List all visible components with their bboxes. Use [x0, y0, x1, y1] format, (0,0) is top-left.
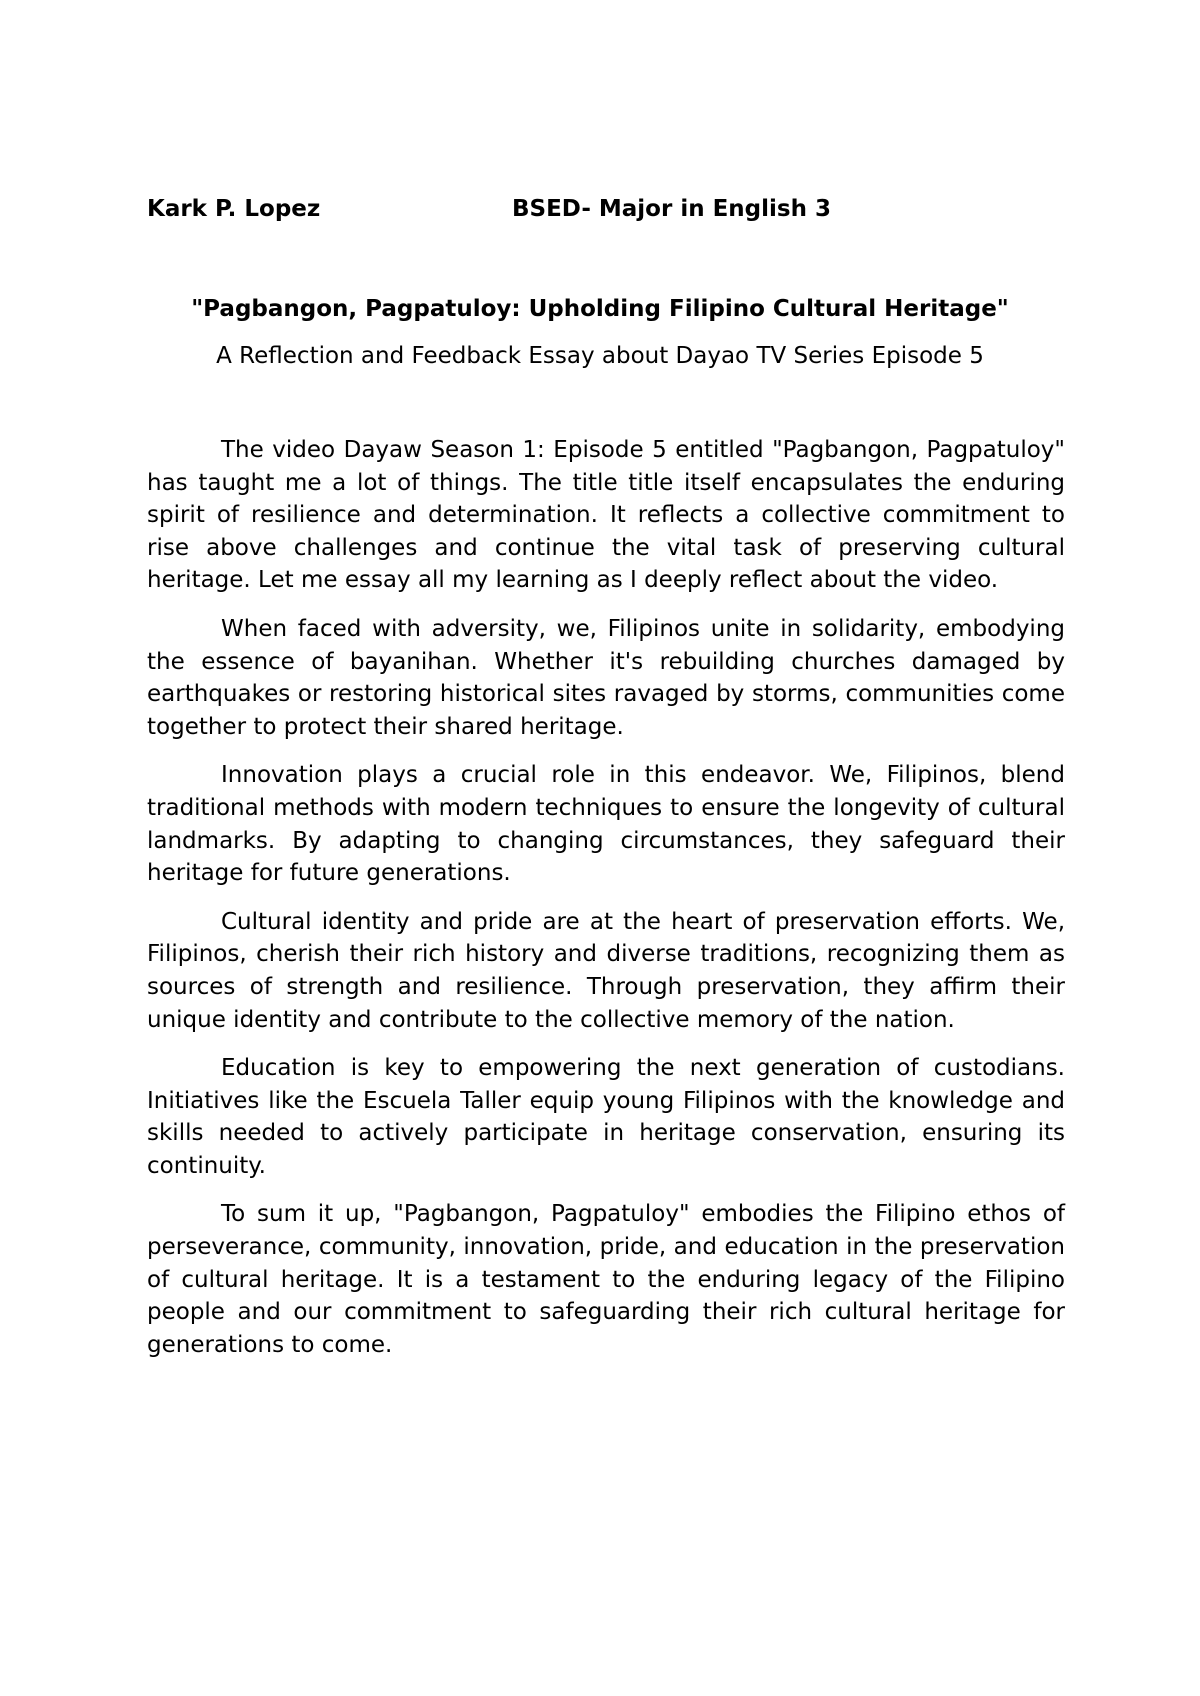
course-label: BSED- Major in English 3 [512, 196, 831, 222]
paragraph-bayanihan: When faced with adversity, we, Filipinos unite in solidarity, embodying the essence of bayanihan. Whether it's rebuilding churches damaged by earthquakes or restoring historical sites ravaged by storms, communities come together to protect their shared heritage. [147, 615, 1065, 740]
essay-body [147, 434, 1065, 1377]
paragraph-identity: Cultural identity and pride are at the heart of preservation efforts. We, Filipinos, cherish their rich history and diverse traditions, recognizing them as sources of strength and resilience. Through preservation, they affirm their unique identity and contribute to the collective memory of the nation. [147, 908, 1065, 1033]
header-line [147, 193, 1067, 225]
paragraph-intro: The video Dayaw Season 1: Episode 5 entitled "Pagbangon, Pagpatuloy" has taught me a lot of things. The title title itself encapsulates the enduring spirit of resilience and determination. It reflects a collective commitment to rise above challenges and continue the vital task of preserving cultural heritage. Let me essay all my learning as I deeply reflect about the video. [147, 437, 1065, 594]
author-name: Kark P. Lopez [147, 196, 321, 222]
essay-subtitle: A Reflection and Feedback Essay about Dayao TV Series Episode 5 [216, 343, 984, 369]
paragraph-education: Education is key to empowering the next generation of custodians. Initiatives like the Escuela Taller equip young Filipinos with the knowledge and skills needed to actively participate in heritage conservation, ensuring its continuity. [147, 1055, 1065, 1179]
paragraph-innovation: Innovation plays a crucial role in this endeavor. We, Filipinos, blend traditional methods with modern techniques to ensure the longevity of cultural landmarks. By adapting to changing circumstances, they safeguard their heritage for future generations. [147, 762, 1065, 887]
paragraph-conclusion: To sum it up, "Pagbangon, Pagpatuloy" embodies the Filipino ethos of perseverance, community, innovation, pride, and education in the preservation of cultural heritage. It is a testament to the enduring legacy of the Filipino people and our commitment to safeguarding their rich cultural heritage for generations to come. [147, 1201, 1065, 1358]
essay-title: "Pagbangon, Pagpatuloy: Upholding Filipino Cultural Heritage" [191, 296, 1009, 322]
